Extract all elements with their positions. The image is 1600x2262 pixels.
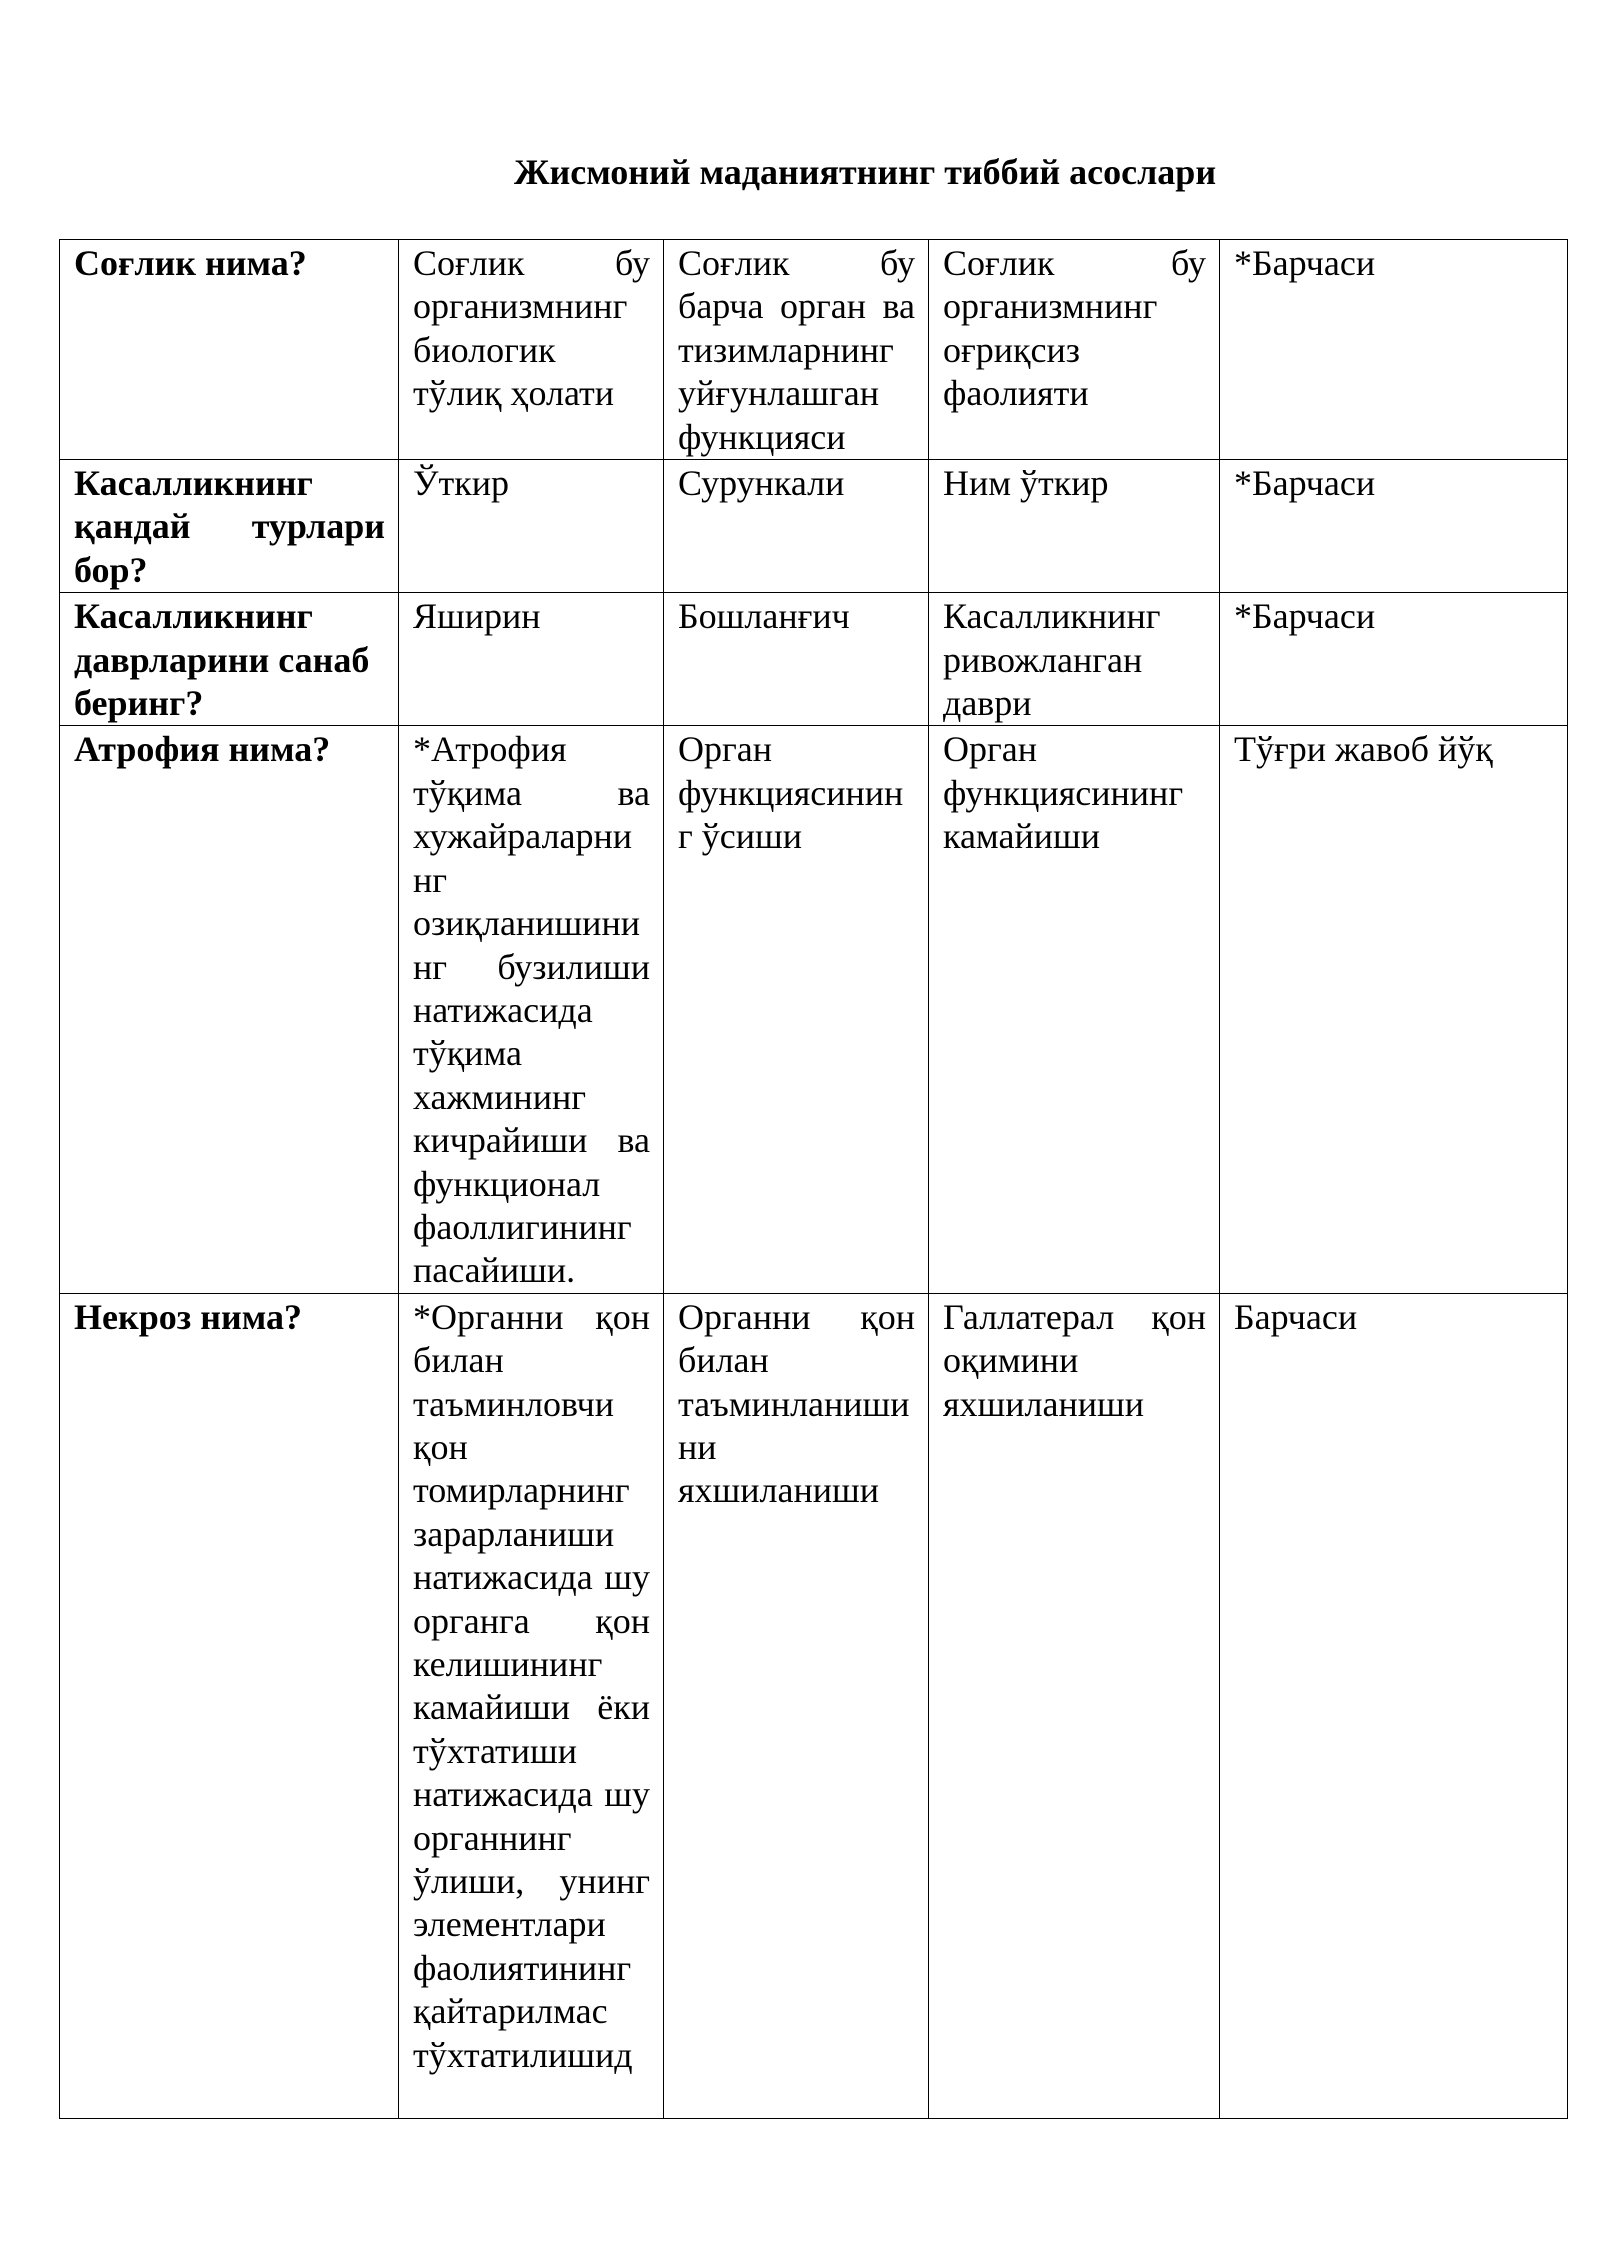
- table-row: [60, 593, 1568, 726]
- page-title: Жисмоний маданиятнинг тиббий асослари: [513, 152, 1217, 192]
- quiz-table: [59, 239, 1568, 2119]
- option-cell-a: Ўткир: [399, 460, 664, 593]
- option-cell-b: Соғлик бу барча орган ва тизимларнинг уйғунлашган функцияси: [664, 240, 929, 460]
- option-cell-d: *Барчаси: [1220, 460, 1568, 593]
- table-row: [60, 1293, 1568, 2118]
- option-cell-a: Соғлик бу организмнинг биологик тўлиқ ҳолати: [399, 240, 664, 460]
- option-cell-b: Бошланғич: [664, 593, 929, 726]
- option-cell-a: *Органни қон билан таъминловчи қон томирларнинг зарарланиши натижасида шу органга қон келишининг камайиши ёки тўхтатиши натижасида шу органнинг ўлиши, унинг элементлари фаолиятининг қайтарилмас тўхтатилишид: [399, 1293, 664, 2118]
- question-cell: Касалликнинг қандай турлари бор?: [60, 460, 399, 593]
- option-cell-c: Орган функциясининг камайиши: [929, 726, 1220, 1293]
- question-cell: Некроз нима?: [60, 1293, 399, 2118]
- table-row: [60, 240, 1568, 460]
- option-cell-d: Тўғри жавоб йўқ: [1220, 726, 1568, 1293]
- option-cell-d: Барчаси: [1220, 1293, 1568, 2118]
- option-cell-a: *Атрофия тўқима ва хужайраларнинг озиқланишининг бузилиши натижасида тўқима хажмининг кичрайиши ва функционал фаоллигининг пасайиши.: [399, 726, 664, 1293]
- option-cell-b: Органни қон билан таъминланишини яхшиланиши: [664, 1293, 929, 2118]
- option-cell-c: Соғлик бу организмнинг оғриқсиз фаолияти: [929, 240, 1220, 460]
- option-cell-a: Яширин: [399, 593, 664, 726]
- option-cell-b: Сурункали: [664, 460, 929, 593]
- option-cell-d: *Барчаси: [1220, 593, 1568, 726]
- option-cell-c: Галлатерал қон оқимини яхшиланиши: [929, 1293, 1220, 2118]
- table-row: [60, 460, 1568, 593]
- option-cell-d: *Барчаси: [1220, 240, 1568, 460]
- question-cell: Касалликнинг даврларини санаб беринг?: [60, 593, 399, 726]
- question-cell: Соғлик нима?: [60, 240, 399, 460]
- option-cell-b: Орган функциясининг ўсиши: [664, 726, 929, 1293]
- option-cell-c: Касалликнинг ривожланган даври: [929, 593, 1220, 726]
- table-row: [60, 726, 1568, 1293]
- question-cell: Атрофия нима?: [60, 726, 399, 1293]
- option-cell-c: Ним ўткир: [929, 460, 1220, 593]
